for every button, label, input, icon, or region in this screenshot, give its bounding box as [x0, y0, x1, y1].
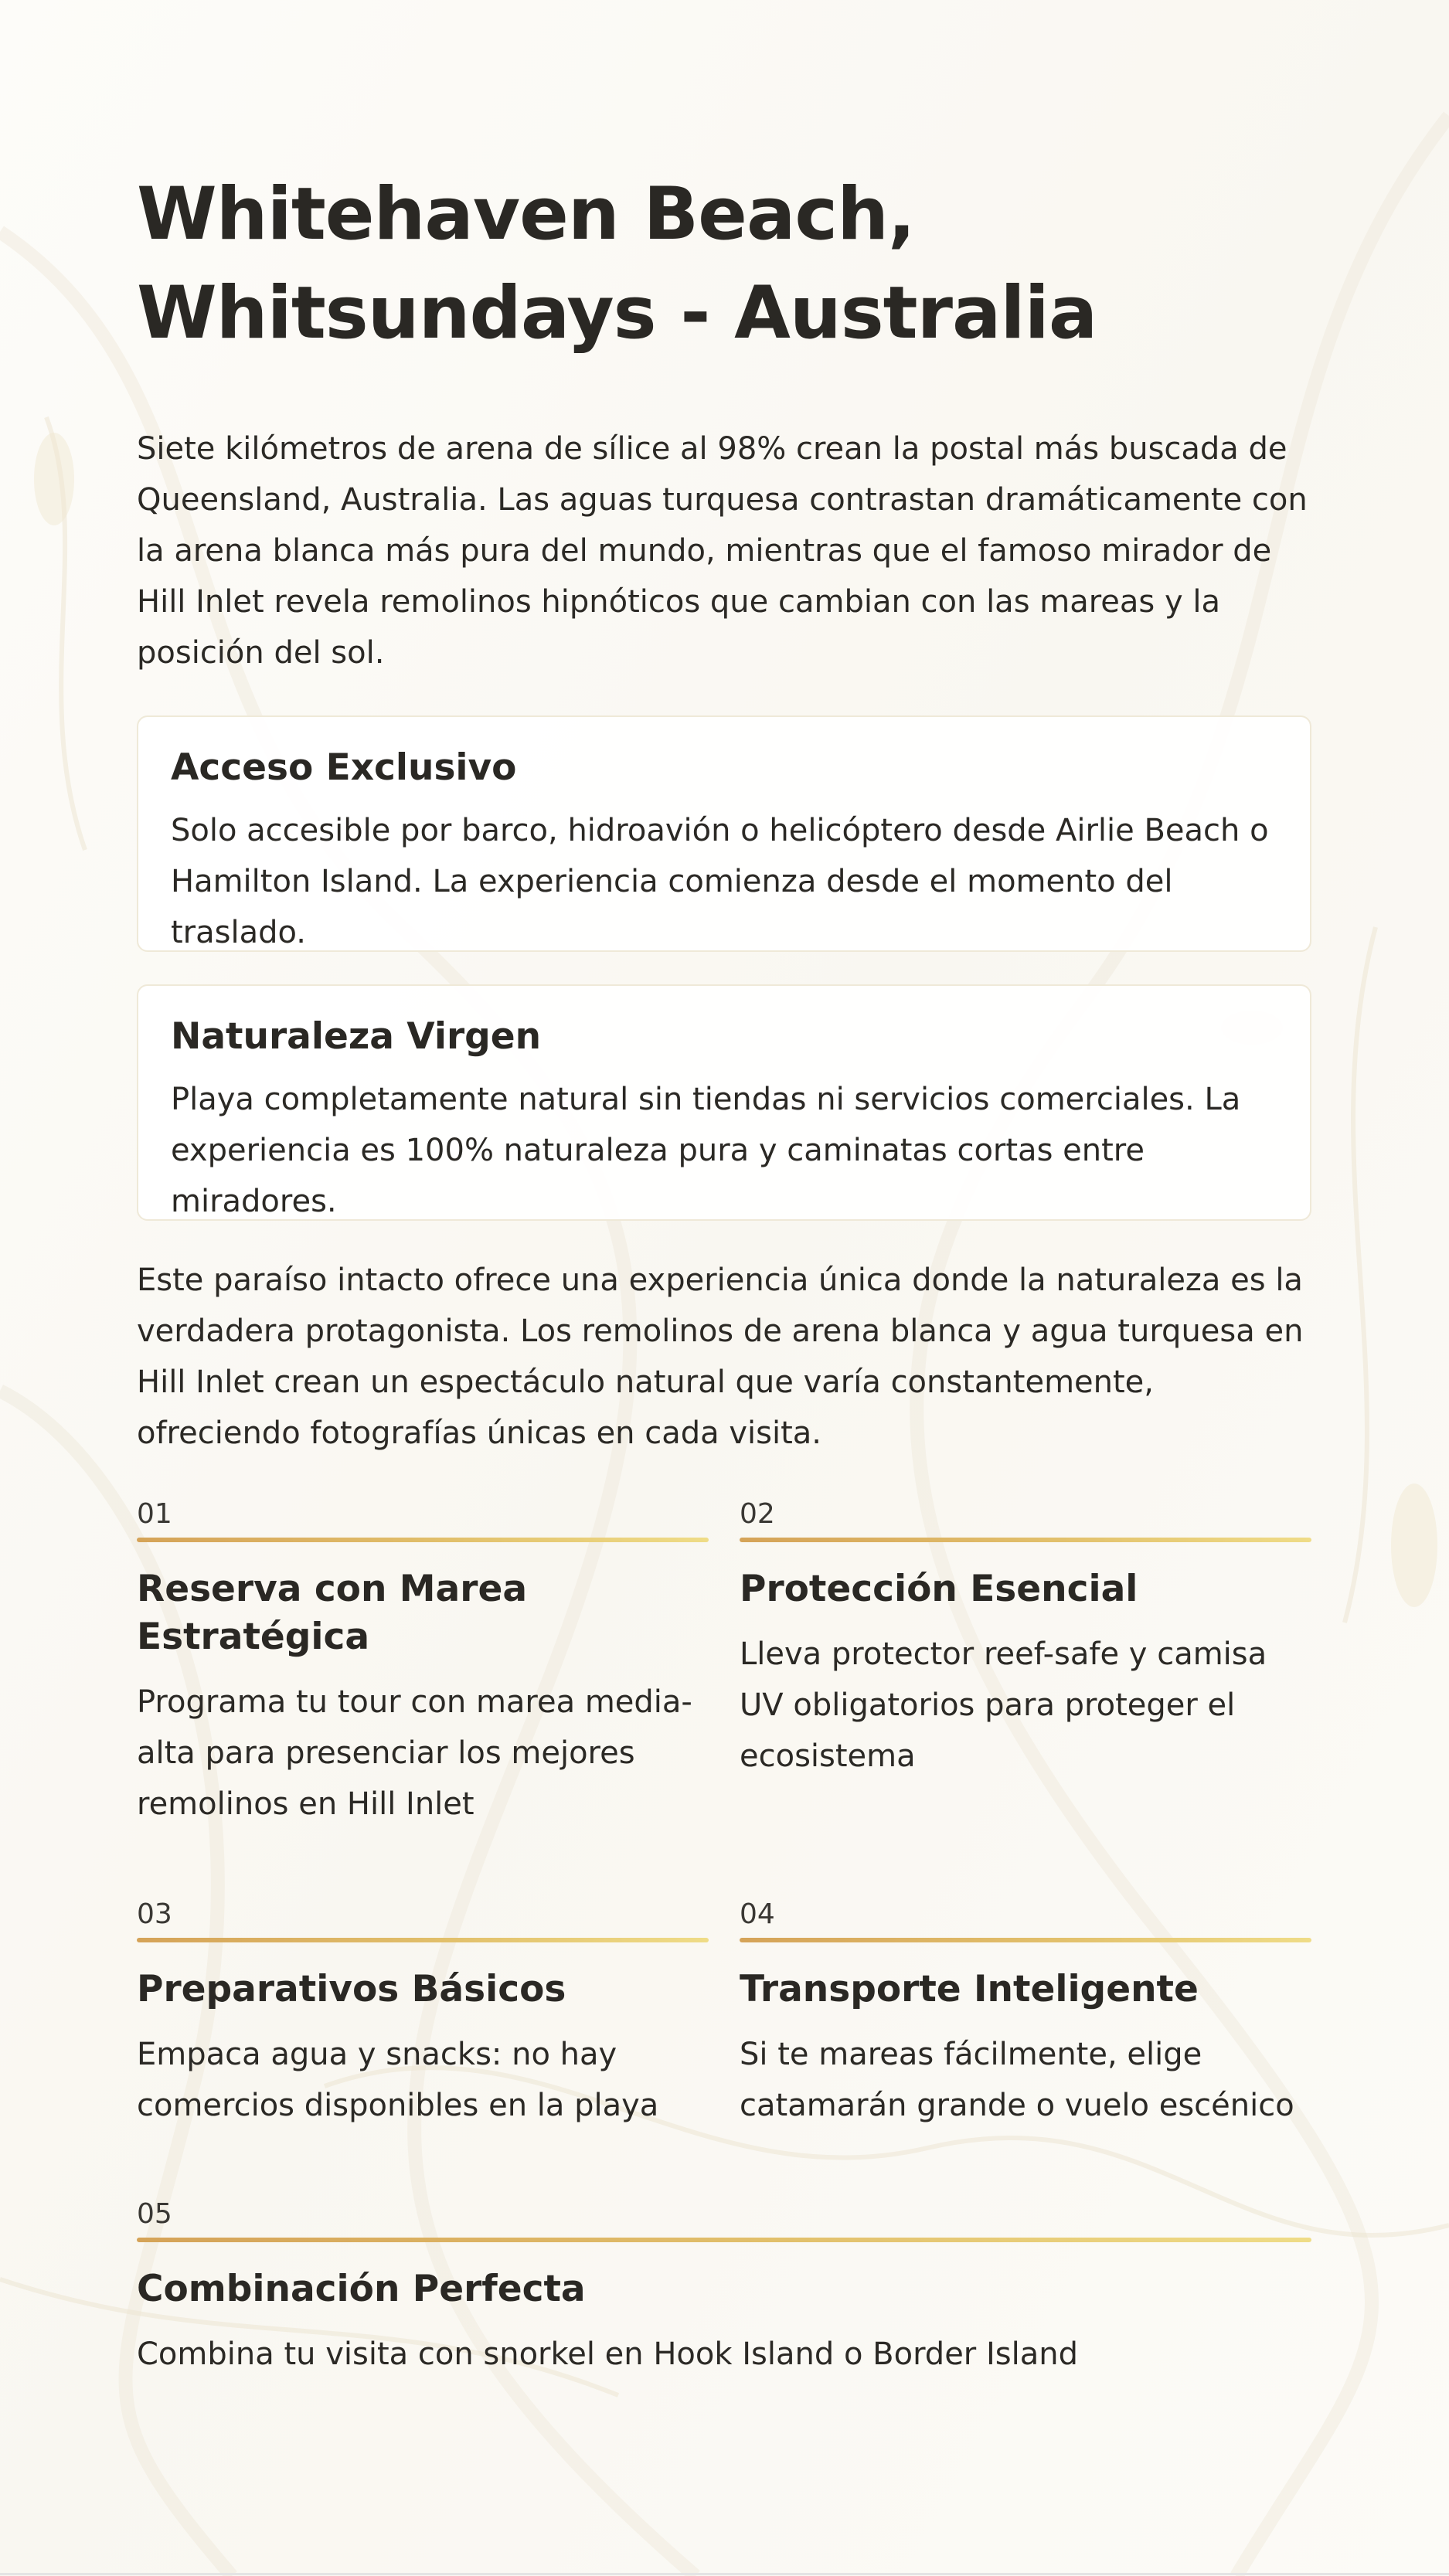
- feature-card-title: Naturaleza Virgen: [171, 1015, 542, 1058]
- feature-card-text: Solo accesible por barco, hidroavión o helicóptero desde Airlie Beach o Hamilton Island. La experiencia comienza desde el momento del traslado.: [171, 813, 1269, 950]
- tip-divider: [137, 1938, 709, 1942]
- tip-title: Transporte Inteligente: [740, 1968, 1199, 2010]
- page-title: Whitehaven Beach, Whitsundays - Australia: [137, 172, 1097, 355]
- tip-number: 02: [740, 1498, 775, 1530]
- tip-number: 01: [137, 1498, 172, 1530]
- tip-number: 03: [137, 1898, 172, 1930]
- page-bottom-divider: [0, 2573, 1449, 2575]
- tip-text: Lleva protector reef-safe y camisa UV obligatorios para proteger el ecosistema: [740, 1636, 1267, 1774]
- tip-divider: [137, 1538, 709, 1542]
- tip-divider: [740, 1538, 1311, 1542]
- tip-item-02: [740, 1497, 1311, 1782]
- tip-divider: [137, 2238, 1311, 2242]
- tip-title: Reserva con Marea Estratégica: [137, 1568, 528, 1658]
- feature-card-access: [137, 715, 1311, 952]
- tip-title: Combinación Perfecta: [137, 2268, 586, 2310]
- tip-text: Empaca agua y snacks: no hay comercios disponibles en la playa: [137, 2037, 659, 2123]
- tip-title: Protección Esencial: [740, 1568, 1138, 1610]
- tip-number: 05: [137, 2198, 172, 2230]
- tip-item-04: [740, 1898, 1311, 2131]
- tip-text: Programa tu tour con marea media-alta para presenciar los mejores remolinos en Hill Inlet: [137, 1684, 692, 1822]
- intro-paragraph: Siete kilómetros de arena de sílice al 98% crean la postal más buscada de Queensland, Australia. Las aguas turquesa contrastan dramáticamente con la arena blanca más pura del mundo, mientras que el famoso mirador de Hill Inlet revela remolinos hipnóticos que cambian con las mareas y la posición del sol.: [137, 431, 1308, 671]
- tip-divider: [740, 1938, 1311, 1942]
- feature-card-title: Acceso Exclusivo: [171, 746, 517, 789]
- feature-card-nature: [137, 984, 1311, 1221]
- tip-item-03: [137, 1898, 709, 2131]
- tip-text: Si te mareas fácilmente, elige catamarán grande o vuelo escénico: [740, 2037, 1294, 2123]
- tip-item-01: [137, 1497, 709, 1830]
- summary-paragraph: Este paraíso intacto ofrece una experiencia única donde la naturaleza es la verdadera protagonista. Los remolinos de arena blanca y agua turquesa en Hill Inlet crean un espectáculo natural que varía constantemente, ofreciendo fotografías únicas en cada visita.: [137, 1263, 1304, 1451]
- tip-number: 04: [740, 1898, 775, 1930]
- tip-title: Preparativos Básicos: [137, 1968, 566, 2010]
- feature-card-text: Playa completamente natural sin tiendas ni servicios comerciales. La experiencia es 100% naturaleza pura y caminatas cortas entre miradores.: [171, 1082, 1241, 1219]
- tip-text: Combina tu visita con snorkel en Hook Island o Border Island: [137, 2336, 1078, 2372]
- tip-item-05: [137, 2197, 1311, 2380]
